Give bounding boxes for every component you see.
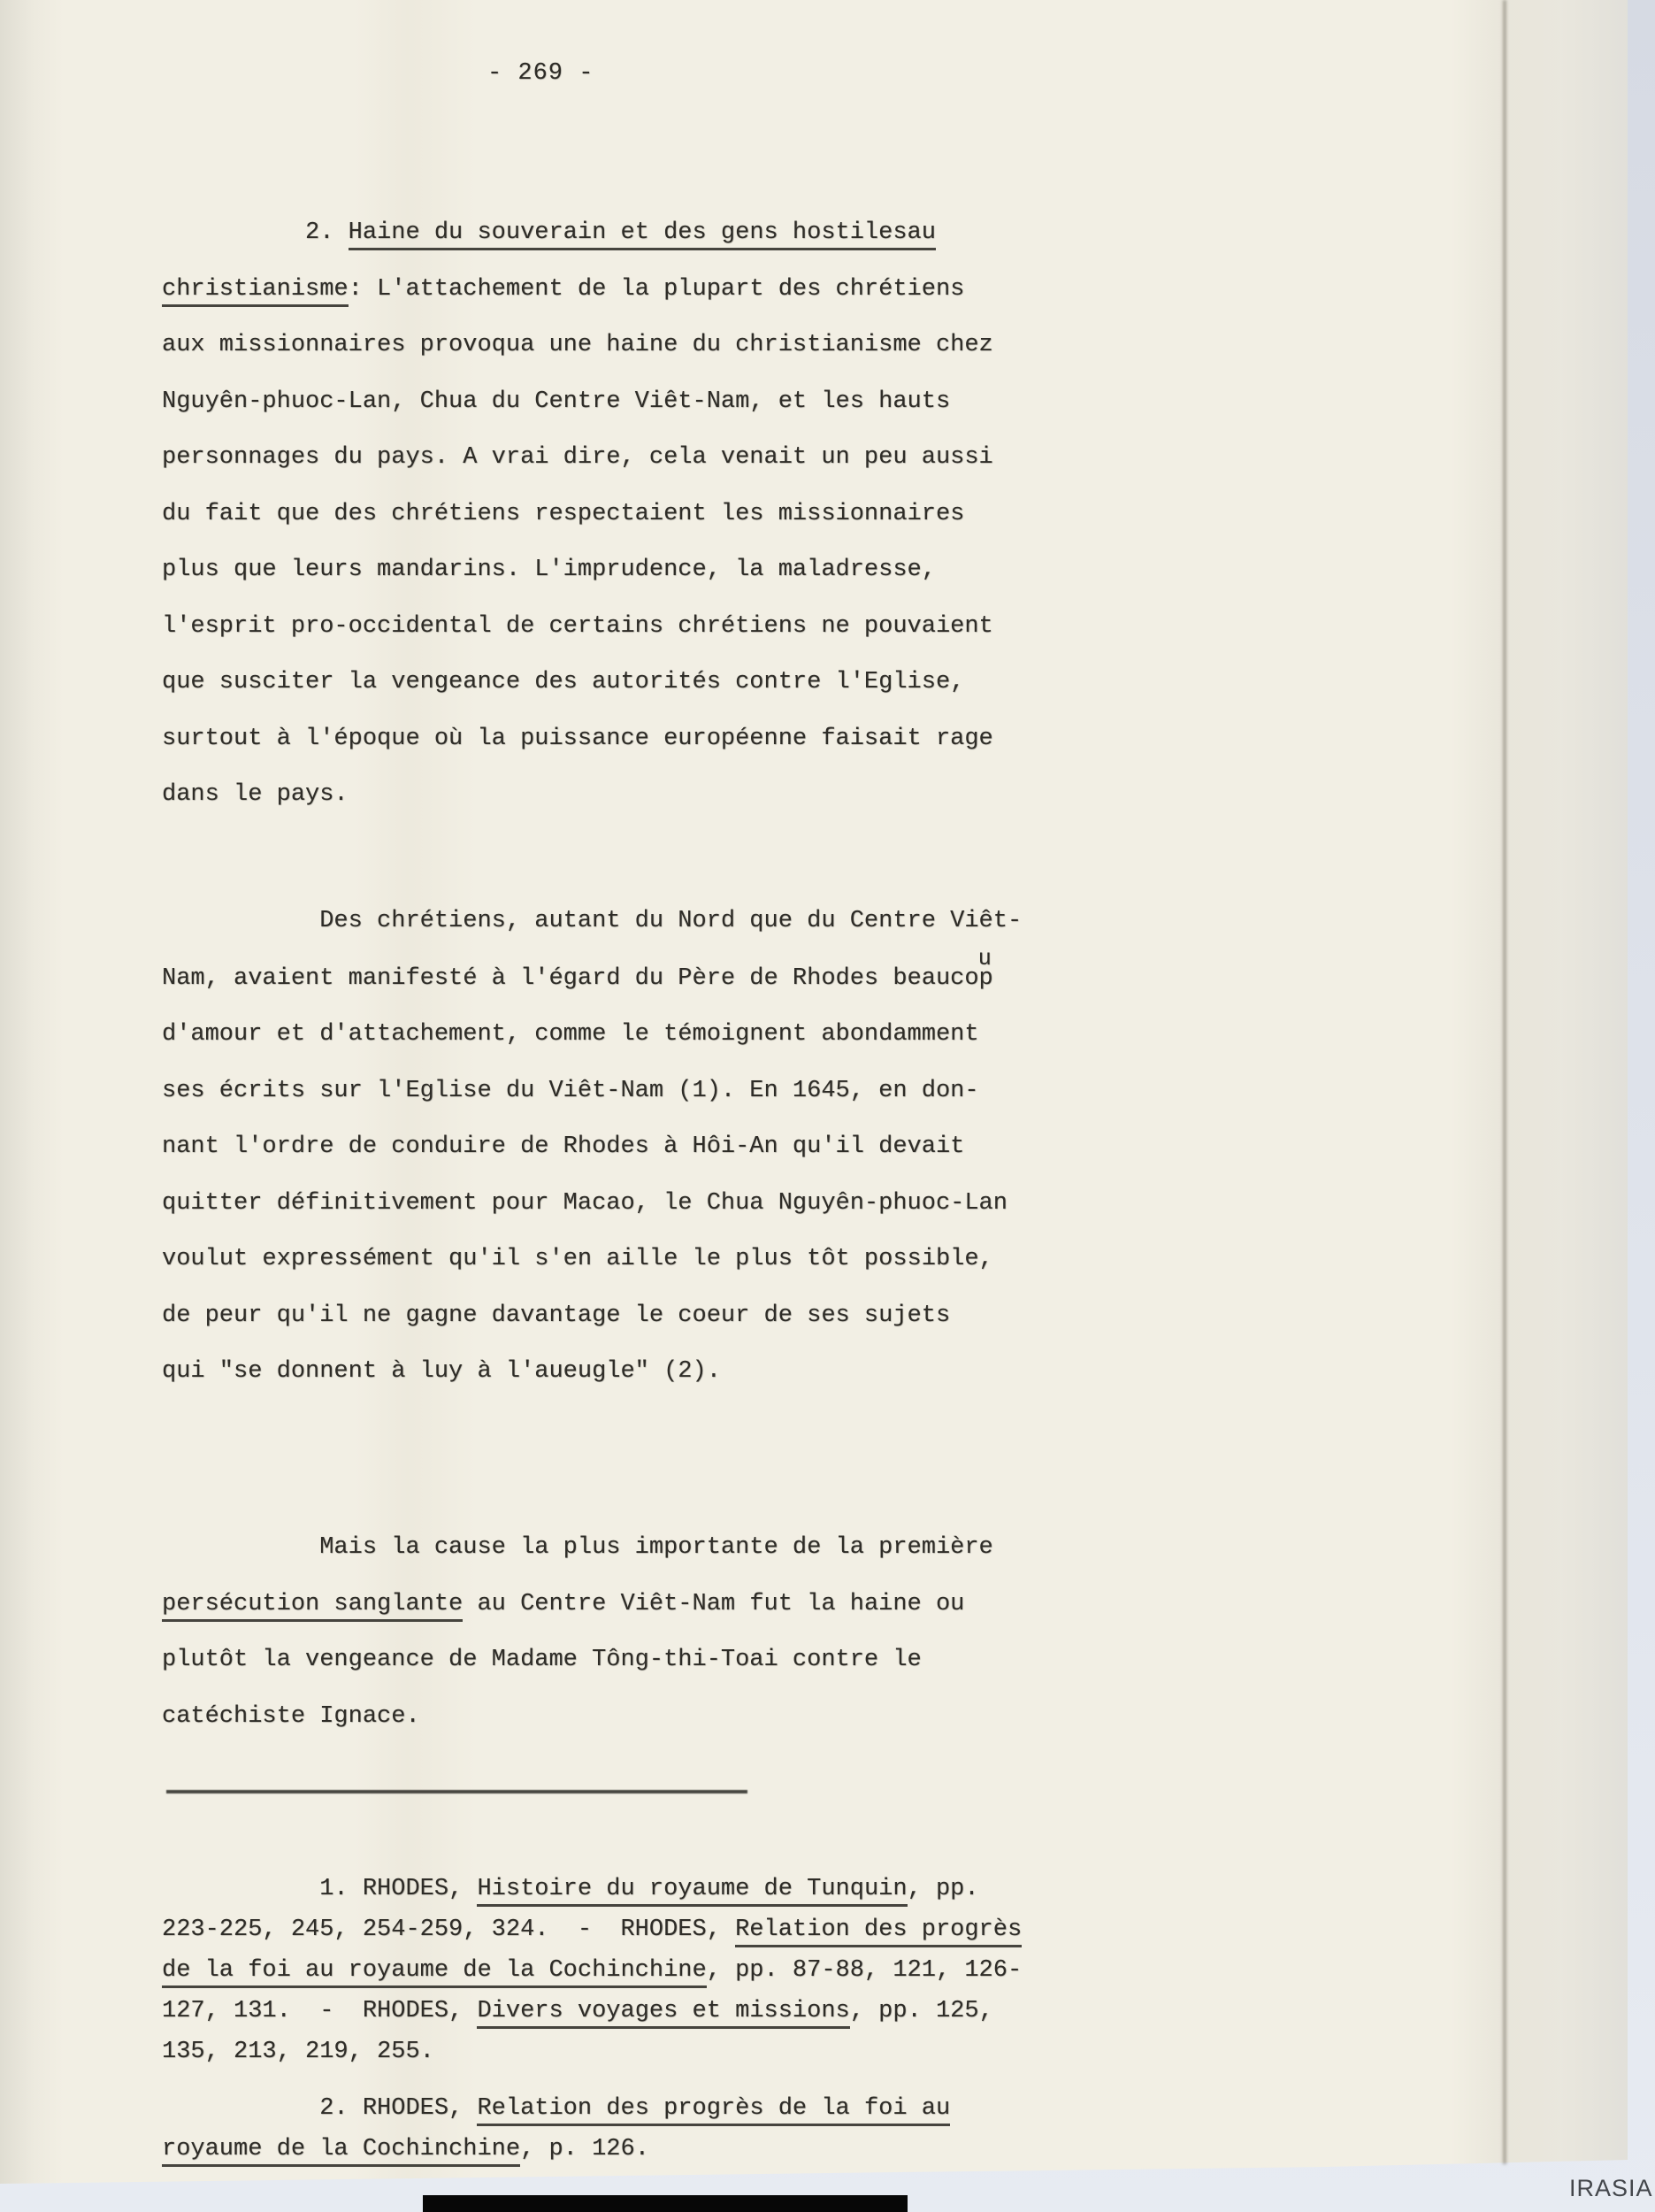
- text-segment: 2.: [162, 219, 349, 246]
- text-line: [162, 599, 993, 656]
- text-segment: 135, 213, 219, 255.: [162, 2039, 434, 2065]
- text-line: [162, 487, 993, 543]
- text-line: [162, 1288, 1022, 1345]
- text-segment: ses écrits sur l'Eglise du Viêt-Nam (1). En 1645, en don-: [162, 1077, 979, 1104]
- text-line: [162, 1007, 1022, 1064]
- text-segment: , pp. 87-88, 121, 126-: [706, 1957, 1023, 1984]
- text-segment: qui "se donnent à luy à l'aueugle" (2).: [162, 1358, 721, 1385]
- text-line: [162, 1577, 993, 1633]
- text-segment: Nam, avaient manifesté à l'égard du Père de Rhodes beaucop: [162, 964, 993, 992]
- text-segment: , p. 126.: [520, 2136, 649, 2162]
- text-segment: 127, 131. - RHODES,: [162, 1998, 478, 2024]
- text-segment: 1. RHODES,: [162, 1876, 478, 1902]
- page-number: - 269 -: [487, 60, 594, 87]
- text-line: [162, 318, 993, 374]
- underlined-text: Haine du souverain et des gens hostilesau: [349, 219, 936, 250]
- text-segment: de peur qu'il ne gagne davantage le coeur de ses sujets: [162, 1302, 951, 1329]
- text-line: [162, 1176, 1022, 1233]
- underlined-text: christianisme: [162, 276, 349, 307]
- text-segment: quitter définitivement pour Macao, le Chua Nguyên-phuoc-Lan: [162, 1189, 1008, 1217]
- text-line: [162, 945, 1022, 1008]
- text-line: [162, 655, 993, 711]
- text-segment: que susciter la vengeance des autorités contre l'Eglise,: [162, 669, 965, 695]
- text-segment: au Centre Viêt-Nam fut la haine ou: [463, 1590, 965, 1617]
- text-segment: d'amour et d'attachement, comme le témoignent abondamment: [162, 1021, 979, 1048]
- text-line: [162, 205, 993, 262]
- underlined-text: Relation des progrès de la foi au: [477, 2095, 950, 2126]
- text-segment: aux missionnaires provoqua une haine du christianisme chez: [162, 332, 993, 358]
- text-line: [162, 767, 993, 824]
- text-segment: 2. RHODES,: [162, 2095, 478, 2122]
- text-line: [162, 1344, 1022, 1401]
- text-line: [162, 2088, 950, 2129]
- paragraph-2: [162, 894, 1022, 1401]
- text-segment: surtout à l'époque où la puissance européenne faisait rage: [162, 725, 993, 752]
- footnote-2: [162, 2088, 950, 2170]
- text-segment: nant l'ordre de conduire de Rhodes à Hôi-An qu'il devait: [162, 1133, 965, 1160]
- text-segment: Mais la cause la plus importante de la première: [162, 1534, 993, 1561]
- text-segment: , pp.: [907, 1876, 979, 1902]
- text-line: [162, 2129, 950, 2170]
- text-line: [162, 542, 993, 599]
- watermark-label: IRASIA: [1569, 2175, 1653, 2201]
- text-line: [162, 262, 993, 319]
- text-segment: voulut expressément qu'il s'en aille le plus tôt possible,: [162, 1246, 993, 1272]
- text-segment: : L'attachement de la plupart des chrétiens: [348, 275, 965, 303]
- underlined-text: Relation des progrès: [735, 1916, 1022, 1947]
- text-segment: Des chrétiens, autant du Nord que du Centre Viêt-: [162, 908, 1023, 934]
- text-line: [162, 1991, 1022, 2032]
- text-line: [162, 1632, 993, 1689]
- text-line: [162, 2032, 1022, 2072]
- text-line: [162, 1689, 993, 1746]
- text-line: [162, 1950, 1022, 1991]
- paragraph-3: [162, 1520, 993, 1745]
- paragraph-1: [162, 205, 993, 824]
- text-line: [162, 374, 993, 431]
- text-segment: plutôt la vengeance de Madame Tông-thi-Toai contre le: [162, 1647, 922, 1673]
- text-line: [162, 711, 993, 768]
- text-segment: catéchiste Ignace.: [162, 1702, 420, 1730]
- footnote-1: [162, 1869, 1022, 2072]
- underlined-text: persécution sanglante: [162, 1591, 463, 1622]
- text-line: [162, 1909, 1022, 1950]
- text-line: [162, 430, 993, 487]
- underlined-text: Histoire du royaume de Tunquin: [477, 1876, 907, 1907]
- footnote-separator-line: [166, 1790, 747, 1793]
- scanner-artifact-bar: [423, 2195, 908, 2212]
- text-line: [162, 1520, 993, 1577]
- text-segment: , pp. 125,: [849, 1998, 993, 2024]
- underlined-text: royaume de la Cochinchine: [162, 2136, 520, 2167]
- underlined-text: Divers voyages et missions: [477, 1998, 849, 2029]
- text-line: [162, 1064, 1022, 1120]
- text-segment: personnages du pays. A vrai dire, cela venait un peu aussi: [162, 444, 993, 471]
- page-edge-crease: [1503, 0, 1506, 2164]
- text-segment: l'esprit pro-occidental de certains chrétiens ne pouvaient: [162, 612, 993, 640]
- text-line: [162, 1869, 1022, 1909]
- underlined-text: de la foi au royaume de la Cochinchine: [162, 1957, 707, 1988]
- text-segment: dans le pays.: [162, 781, 349, 808]
- text-segment: 223-225, 245, 254-259, 324. - RHODES,: [162, 1916, 736, 1943]
- text-segment: Nguyên-phuoc-Lan, Chua du Centre Viêt-Nam, et les hauts: [162, 388, 951, 415]
- text-line: [162, 1232, 1022, 1288]
- text-segment: du fait que des chrétiens respectaient les missionnaires: [162, 500, 965, 527]
- superscript-correction: u: [977, 945, 992, 972]
- text-line: [162, 894, 1022, 950]
- text-segment: plus que leurs mandarins. L'imprudence, la maladresse,: [162, 557, 936, 583]
- text-line: [162, 1119, 1022, 1176]
